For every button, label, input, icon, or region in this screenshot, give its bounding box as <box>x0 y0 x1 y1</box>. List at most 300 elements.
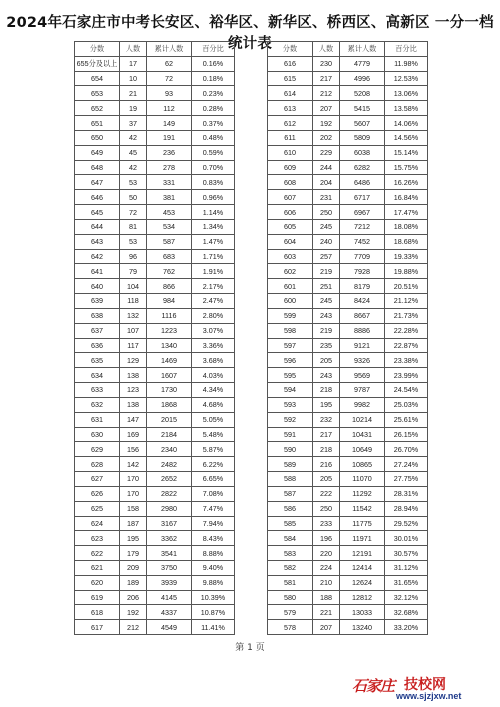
table-row <box>268 145 428 160</box>
table-row <box>75 86 235 101</box>
table-row <box>268 531 428 546</box>
count-cell: 50 <box>120 190 147 205</box>
cumulative-cell: 10431 <box>340 427 385 442</box>
count-cell: 207 <box>313 101 340 116</box>
percent-cell: 26.15% <box>385 427 428 442</box>
cumulative-cell: 3362 <box>147 531 192 546</box>
table-row <box>75 308 235 323</box>
score-cell: 620 <box>75 575 120 590</box>
count-cell: 205 <box>313 353 340 368</box>
cumulative-cell: 587 <box>147 234 192 249</box>
percent-cell: 0.59% <box>192 145 235 160</box>
percent-cell: 2.47% <box>192 294 235 309</box>
percent-cell: 8.43% <box>192 531 235 546</box>
percent-cell: 15.14% <box>385 145 428 160</box>
count-cell: 21 <box>120 86 147 101</box>
table-row <box>75 457 235 472</box>
count-cell: 156 <box>120 442 147 457</box>
percent-cell: 23.99% <box>385 368 428 383</box>
count-cell: 132 <box>120 308 147 323</box>
percent-cell: 25.03% <box>385 397 428 412</box>
count-cell: 179 <box>120 546 147 561</box>
score-cell: 638 <box>75 308 120 323</box>
table-row <box>268 294 428 309</box>
percent-cell: 9.40% <box>192 560 235 575</box>
count-cell: 218 <box>313 383 340 398</box>
percent-cell: 6.22% <box>192 457 235 472</box>
table-row <box>75 175 235 190</box>
table-row <box>75 590 235 605</box>
table-row <box>75 427 235 442</box>
table-row <box>75 234 235 249</box>
score-cell: 627 <box>75 472 120 487</box>
cumulative-cell: 453 <box>147 205 192 220</box>
percent-cell: 14.06% <box>385 116 428 131</box>
count-cell: 250 <box>313 205 340 220</box>
cumulative-cell: 7709 <box>340 249 385 264</box>
percent-cell: 10.39% <box>192 590 235 605</box>
cumulative-cell: 12812 <box>340 590 385 605</box>
cumulative-cell: 2340 <box>147 442 192 457</box>
score-cell: 643 <box>75 234 120 249</box>
table-row <box>268 56 428 71</box>
table-row <box>75 264 235 279</box>
header-row <box>75 42 235 57</box>
cumulative-cell: 2015 <box>147 412 192 427</box>
score-cell: 635 <box>75 353 120 368</box>
percent-cell: 19.33% <box>385 249 428 264</box>
percent-cell: 30.57% <box>385 546 428 561</box>
score-cell: 586 <box>268 501 313 516</box>
count-cell: 219 <box>313 323 340 338</box>
table-row <box>268 427 428 442</box>
count-cell: 147 <box>120 412 147 427</box>
cumulative-cell: 1116 <box>147 308 192 323</box>
table-row <box>268 472 428 487</box>
count-cell: 19 <box>120 101 147 116</box>
percent-cell: 14.56% <box>385 130 428 145</box>
score-cell: 612 <box>268 116 313 131</box>
table-row <box>268 205 428 220</box>
table-row <box>268 590 428 605</box>
score-cell: 651 <box>75 116 120 131</box>
cumulative-cell: 12624 <box>340 575 385 590</box>
table-row <box>268 397 428 412</box>
table-row <box>75 71 235 86</box>
count-cell: 37 <box>120 116 147 131</box>
percent-cell: 1.14% <box>192 205 235 220</box>
table-row <box>75 190 235 205</box>
cumulative-cell: 866 <box>147 279 192 294</box>
count-cell: 205 <box>313 472 340 487</box>
count-cell: 209 <box>120 560 147 575</box>
percent-cell: 0.83% <box>192 175 235 190</box>
table-row <box>75 323 235 338</box>
score-cell: 597 <box>268 338 313 353</box>
percent-cell: 3.68% <box>192 353 235 368</box>
count-cell: 138 <box>120 397 147 412</box>
percent-cell: 0.18% <box>192 71 235 86</box>
cumulative-cell: 10214 <box>340 412 385 427</box>
score-cell: 601 <box>268 279 313 294</box>
percent-cell: 1.71% <box>192 249 235 264</box>
cumulative-cell: 2822 <box>147 486 192 501</box>
score-cell: 610 <box>268 145 313 160</box>
score-cell: 606 <box>268 205 313 220</box>
score-cell: 631 <box>75 412 120 427</box>
cumulative-cell: 6486 <box>340 175 385 190</box>
count-cell: 217 <box>313 427 340 442</box>
count-cell: 230 <box>313 56 340 71</box>
score-cell: 616 <box>268 56 313 71</box>
percent-cell: 0.37% <box>192 116 235 131</box>
score-cell: 578 <box>268 620 313 635</box>
percent-cell: 17.47% <box>385 205 428 220</box>
watermark-url-text: www.sjzjxw.net <box>396 691 462 701</box>
cumulative-cell: 4337 <box>147 605 192 620</box>
percent-cell: 7.08% <box>192 486 235 501</box>
cumulative-cell: 683 <box>147 249 192 264</box>
table-row <box>268 249 428 264</box>
count-cell: 189 <box>120 575 147 590</box>
percent-cell: 18.08% <box>385 219 428 234</box>
percent-cell: 3.07% <box>192 323 235 338</box>
table-row <box>75 249 235 264</box>
percent-cell: 4.34% <box>192 383 235 398</box>
percent-cell: 33.20% <box>385 620 428 635</box>
count-cell: 243 <box>313 368 340 383</box>
score-cell: 634 <box>75 368 120 383</box>
cumulative-cell: 8886 <box>340 323 385 338</box>
watermark-script-text: 石家庄 <box>352 677 395 695</box>
cumulative-cell: 3750 <box>147 560 192 575</box>
table-row <box>75 219 235 234</box>
cumulative-cell: 7928 <box>340 264 385 279</box>
count-cell: 187 <box>120 516 147 531</box>
table-row <box>75 560 235 575</box>
percent-cell: 5.05% <box>192 412 235 427</box>
score-cell: 633 <box>75 383 120 398</box>
percent-cell: 13.06% <box>385 86 428 101</box>
cumulative-cell: 13240 <box>340 620 385 635</box>
cumulative-cell: 10865 <box>340 457 385 472</box>
count-cell: 207 <box>313 620 340 635</box>
page-number: 第 1 页 <box>235 643 265 653</box>
cumulative-cell: 4996 <box>340 71 385 86</box>
count-cell: 170 <box>120 486 147 501</box>
table-row <box>268 160 428 175</box>
cumulative-cell: 6038 <box>340 145 385 160</box>
count-cell: 195 <box>120 531 147 546</box>
percent-cell: 11.98% <box>385 56 428 71</box>
score-cell: 608 <box>268 175 313 190</box>
percent-cell: 13.58% <box>385 101 428 116</box>
column-header: 人数 <box>313 42 340 57</box>
cumulative-cell: 2184 <box>147 427 192 442</box>
count-cell: 202 <box>313 130 340 145</box>
count-cell: 204 <box>313 175 340 190</box>
score-cell: 602 <box>268 264 313 279</box>
score-cell: 624 <box>75 516 120 531</box>
score-cell: 615 <box>268 71 313 86</box>
column-header: 人数 <box>120 42 147 57</box>
table-row <box>268 486 428 501</box>
cumulative-cell: 3541 <box>147 546 192 561</box>
count-cell: 196 <box>313 531 340 546</box>
count-cell: 107 <box>120 323 147 338</box>
table-row <box>75 397 235 412</box>
table-row <box>268 234 428 249</box>
score-cell: 640 <box>75 279 120 294</box>
cumulative-cell: 1469 <box>147 353 192 368</box>
header-row <box>268 42 428 57</box>
cumulative-cell: 7212 <box>340 219 385 234</box>
percent-cell: 28.31% <box>385 486 428 501</box>
cumulative-cell: 1607 <box>147 368 192 383</box>
score-cell: 580 <box>268 590 313 605</box>
cumulative-cell: 11775 <box>340 516 385 531</box>
table-row <box>268 338 428 353</box>
count-cell: 257 <box>313 249 340 264</box>
count-cell: 104 <box>120 279 147 294</box>
cumulative-cell: 236 <box>147 145 192 160</box>
count-cell: 235 <box>313 338 340 353</box>
score-cell: 621 <box>75 560 120 575</box>
count-cell: 17 <box>120 56 147 71</box>
score-cell: 585 <box>268 516 313 531</box>
score-cell: 593 <box>268 397 313 412</box>
count-cell: 123 <box>120 383 147 398</box>
score-cell: 599 <box>268 308 313 323</box>
score-cell: 609 <box>268 160 313 175</box>
score-cell: 581 <box>268 575 313 590</box>
percent-cell: 24.54% <box>385 383 428 398</box>
percent-cell: 22.87% <box>385 338 428 353</box>
percent-cell: 10.87% <box>192 605 235 620</box>
score-cell: 649 <box>75 145 120 160</box>
cumulative-cell: 11542 <box>340 501 385 516</box>
score-cell: 630 <box>75 427 120 442</box>
cumulative-cell: 12191 <box>340 546 385 561</box>
count-cell: 129 <box>120 353 147 368</box>
table-row <box>75 605 235 620</box>
column-header: 累计人数 <box>340 42 385 57</box>
score-cell: 625 <box>75 501 120 516</box>
count-cell: 53 <box>120 175 147 190</box>
count-cell: 170 <box>120 472 147 487</box>
score-table-left <box>74 41 235 635</box>
table-row <box>75 531 235 546</box>
score-cell: 617 <box>75 620 120 635</box>
score-cell: 613 <box>268 101 313 116</box>
percent-cell: 4.68% <box>192 397 235 412</box>
table-row <box>75 116 235 131</box>
table-row <box>268 86 428 101</box>
table-row <box>268 101 428 116</box>
column-header: 百分比 <box>192 42 235 57</box>
count-cell: 240 <box>313 234 340 249</box>
table-row <box>75 546 235 561</box>
count-cell: 229 <box>313 145 340 160</box>
cumulative-cell: 2652 <box>147 472 192 487</box>
cumulative-cell: 10649 <box>340 442 385 457</box>
percent-cell: 20.51% <box>385 279 428 294</box>
table-row <box>75 205 235 220</box>
cumulative-cell: 4145 <box>147 590 192 605</box>
score-cell: 644 <box>75 219 120 234</box>
percent-cell: 21.12% <box>385 294 428 309</box>
cumulative-cell: 112 <box>147 101 192 116</box>
table-row <box>268 190 428 205</box>
percent-cell: 15.75% <box>385 160 428 175</box>
score-cell: 579 <box>268 605 313 620</box>
percent-cell: 0.96% <box>192 190 235 205</box>
table-row <box>75 383 235 398</box>
cumulative-cell: 6967 <box>340 205 385 220</box>
count-cell: 224 <box>313 560 340 575</box>
count-cell: 218 <box>313 442 340 457</box>
cumulative-cell: 11070 <box>340 472 385 487</box>
score-cell: 590 <box>268 442 313 457</box>
table-row <box>75 145 235 160</box>
cumulative-cell: 4549 <box>147 620 192 635</box>
cumulative-cell: 2980 <box>147 501 192 516</box>
percent-cell: 0.28% <box>192 101 235 116</box>
column-header: 分数 <box>75 42 120 57</box>
count-cell: 79 <box>120 264 147 279</box>
score-cell: 641 <box>75 264 120 279</box>
percent-cell: 28.94% <box>385 501 428 516</box>
cumulative-cell: 9326 <box>340 353 385 368</box>
percent-cell: 1.47% <box>192 234 235 249</box>
score-cell: 604 <box>268 234 313 249</box>
score-cell: 595 <box>268 368 313 383</box>
score-cell: 605 <box>268 219 313 234</box>
percent-cell: 0.70% <box>192 160 235 175</box>
percent-cell: 32.12% <box>385 590 428 605</box>
percent-cell: 18.68% <box>385 234 428 249</box>
score-cell: 647 <box>75 175 120 190</box>
score-table-right <box>267 41 428 635</box>
count-cell: 138 <box>120 368 147 383</box>
score-cell: 619 <box>75 590 120 605</box>
score-cell: 628 <box>75 457 120 472</box>
percent-cell: 7.94% <box>192 516 235 531</box>
score-cell: 596 <box>268 353 313 368</box>
table-row <box>268 368 428 383</box>
score-cell: 653 <box>75 86 120 101</box>
count-cell: 245 <box>313 294 340 309</box>
score-cell: 622 <box>75 546 120 561</box>
count-cell: 188 <box>313 590 340 605</box>
count-cell: 232 <box>313 412 340 427</box>
table-row <box>268 546 428 561</box>
table-row <box>75 279 235 294</box>
count-cell: 169 <box>120 427 147 442</box>
table-row <box>75 516 235 531</box>
cumulative-cell: 5607 <box>340 116 385 131</box>
cumulative-cell: 13033 <box>340 605 385 620</box>
percent-cell: 9.88% <box>192 575 235 590</box>
percent-cell: 6.65% <box>192 472 235 487</box>
table-row <box>75 620 235 635</box>
percent-cell: 3.36% <box>192 338 235 353</box>
column-header: 百分比 <box>385 42 428 57</box>
count-cell: 222 <box>313 486 340 501</box>
count-cell: 220 <box>313 546 340 561</box>
percent-cell: 5.48% <box>192 427 235 442</box>
count-cell: 192 <box>120 605 147 620</box>
score-cell: 646 <box>75 190 120 205</box>
page-title: 2024年石家庄市中考长安区、裕华区、新华区、桥西区、高新区 一分一档统计表 <box>6 15 494 52</box>
table-row <box>268 412 428 427</box>
score-cell: 637 <box>75 323 120 338</box>
count-cell: 244 <box>313 160 340 175</box>
cumulative-cell: 3939 <box>147 575 192 590</box>
table-row <box>268 442 428 457</box>
count-cell: 96 <box>120 249 147 264</box>
table-row <box>268 130 428 145</box>
score-cell: 582 <box>268 560 313 575</box>
table-row <box>75 368 235 383</box>
cumulative-cell: 5208 <box>340 86 385 101</box>
count-cell: 233 <box>313 516 340 531</box>
score-cell: 645 <box>75 205 120 220</box>
table-row <box>268 279 428 294</box>
score-cell: 639 <box>75 294 120 309</box>
table-row <box>75 130 235 145</box>
score-cell: 626 <box>75 486 120 501</box>
table-row <box>268 560 428 575</box>
score-cell: 632 <box>75 397 120 412</box>
table-row <box>75 472 235 487</box>
percent-cell: 1.34% <box>192 219 235 234</box>
count-cell: 231 <box>313 190 340 205</box>
score-cell: 648 <box>75 160 120 175</box>
table-row <box>75 575 235 590</box>
table-row <box>268 219 428 234</box>
table-row <box>268 308 428 323</box>
count-cell: 53 <box>120 234 147 249</box>
cumulative-cell: 1340 <box>147 338 192 353</box>
percent-cell: 26.70% <box>385 442 428 457</box>
percent-cell: 2.80% <box>192 308 235 323</box>
score-cell: 642 <box>75 249 120 264</box>
score-cell: 629 <box>75 442 120 457</box>
score-cell: 614 <box>268 86 313 101</box>
percent-cell: 29.52% <box>385 516 428 531</box>
count-cell: 221 <box>313 605 340 620</box>
score-cell: 607 <box>268 190 313 205</box>
cumulative-cell: 1223 <box>147 323 192 338</box>
score-cell: 603 <box>268 249 313 264</box>
table-row <box>75 501 235 516</box>
count-cell: 245 <box>313 219 340 234</box>
count-cell: 10 <box>120 71 147 86</box>
table-row <box>75 101 235 116</box>
count-cell: 42 <box>120 130 147 145</box>
table-row <box>268 457 428 472</box>
count-cell: 42 <box>120 160 147 175</box>
score-cell: 611 <box>268 130 313 145</box>
percent-cell: 2.17% <box>192 279 235 294</box>
percent-cell: 5.87% <box>192 442 235 457</box>
cumulative-cell: 5809 <box>340 130 385 145</box>
watermark-brand-text: 技校网 <box>404 677 446 693</box>
count-cell: 81 <box>120 219 147 234</box>
count-cell: 195 <box>313 397 340 412</box>
column-header: 累计人数 <box>147 42 192 57</box>
